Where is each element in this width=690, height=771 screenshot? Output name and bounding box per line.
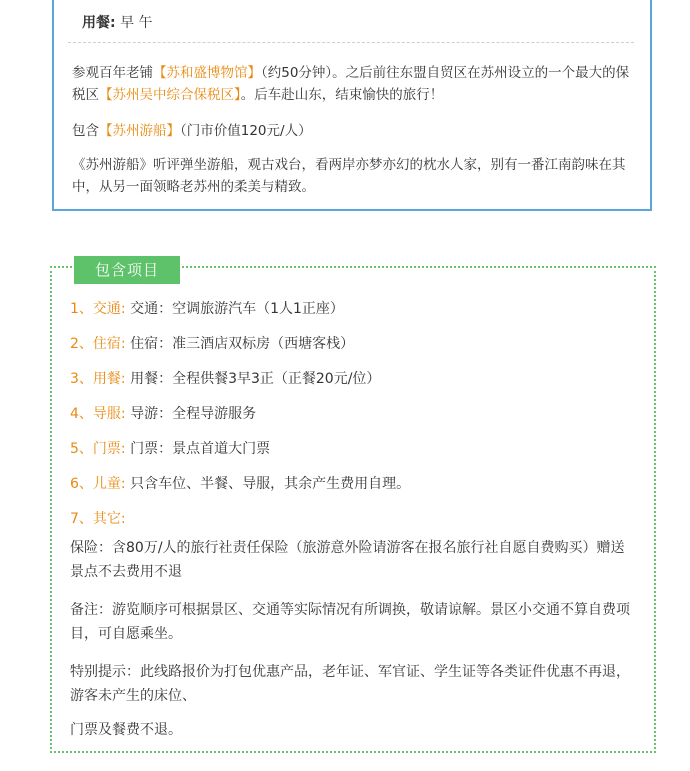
- item-key: 6、儿童:: [70, 476, 126, 492]
- include-item-other: [70, 508, 126, 528]
- item-value: 交通：空调旅游汽车（1人1正座）: [130, 301, 344, 317]
- include-item-meals: [70, 368, 380, 388]
- item-key: 1、交通:: [70, 301, 126, 317]
- item-key: 2、住宿:: [70, 336, 126, 352]
- note-special-end: 门票及餐费不退。: [70, 722, 182, 738]
- note-special: 特别提示：此线路报价为打包优惠产品，老年证、军官证、学生证等各类证件优惠不再退，游客未产生的床位、: [70, 664, 630, 704]
- boat-link[interactable]: 【苏州游船】: [99, 123, 180, 139]
- includes-box: [50, 261, 656, 753]
- item-key: 7、其它:: [70, 511, 126, 527]
- item-value: 门票：景点首道大门票: [130, 441, 271, 457]
- include-item-tickets: [70, 438, 270, 458]
- museum-link[interactable]: 【苏和盛博物馆】: [153, 65, 261, 81]
- meal-label: 用餐: [82, 15, 110, 31]
- include-item-children: [70, 473, 410, 493]
- include-item-transport: [70, 298, 344, 318]
- intro-text: （约50分钟）。之后前往东盟自贸区在苏州设立的一个最大的保税区: [72, 65, 630, 103]
- includes-title-tag: 包含项目: [74, 256, 180, 284]
- include-item-lodging: [70, 333, 354, 353]
- item-key: 5、门票:: [70, 441, 126, 457]
- itinerary-day-box: [52, 0, 652, 211]
- item-value: 用餐：全程供餐3早3正（正餐20元/位）: [130, 371, 381, 387]
- bonded-zone-link[interactable]: 【苏州吴中综合保税区】: [99, 87, 241, 103]
- intro-paragraph-3: 《苏州游船》听评弹坐游船，观古戏台，看两岸亦梦亦幻的枕水人家，别有一番江南韵味在其中，从另一面领略老苏州的柔美与精致。: [72, 157, 626, 195]
- note-insurance: 保险：含80万/人的旅行社责任保险（旅游意外险请游客在报名旅行社自愿自费购买）赠送景点不去费用不退: [70, 540, 625, 580]
- note-remark: 备注：游览顺序可根据景区、交通等实际情况有所调换，敬请谅解。景区小交通不算自费项目，可自愿乘坐。: [70, 602, 630, 642]
- intro-paragraph-2: [72, 120, 630, 142]
- dashed-divider: [68, 42, 634, 43]
- include-item-guide: [70, 403, 256, 423]
- intro-text: （门市价值120元/人）: [180, 123, 312, 139]
- intro-text: 包含: [72, 123, 99, 139]
- intro-text: 参观百年老铺: [72, 65, 153, 81]
- item-key: 3、用餐:: [70, 371, 126, 387]
- item-key: 4、导服:: [70, 406, 126, 422]
- item-value: 住宿：准三酒店双标房（西塘客栈）: [130, 336, 355, 352]
- item-value: 导游：全程导游服务: [130, 406, 257, 422]
- meal-value: 早 午: [120, 15, 153, 31]
- intro-paragraph-1: [72, 62, 630, 106]
- intro-text: 。后车赴山东，结束愉快的旅行！: [240, 87, 444, 103]
- item-value: 只含车位、半餐、导服，其余产生费用自理。: [130, 476, 411, 492]
- meal-info: 用餐: 早 午: [82, 15, 153, 31]
